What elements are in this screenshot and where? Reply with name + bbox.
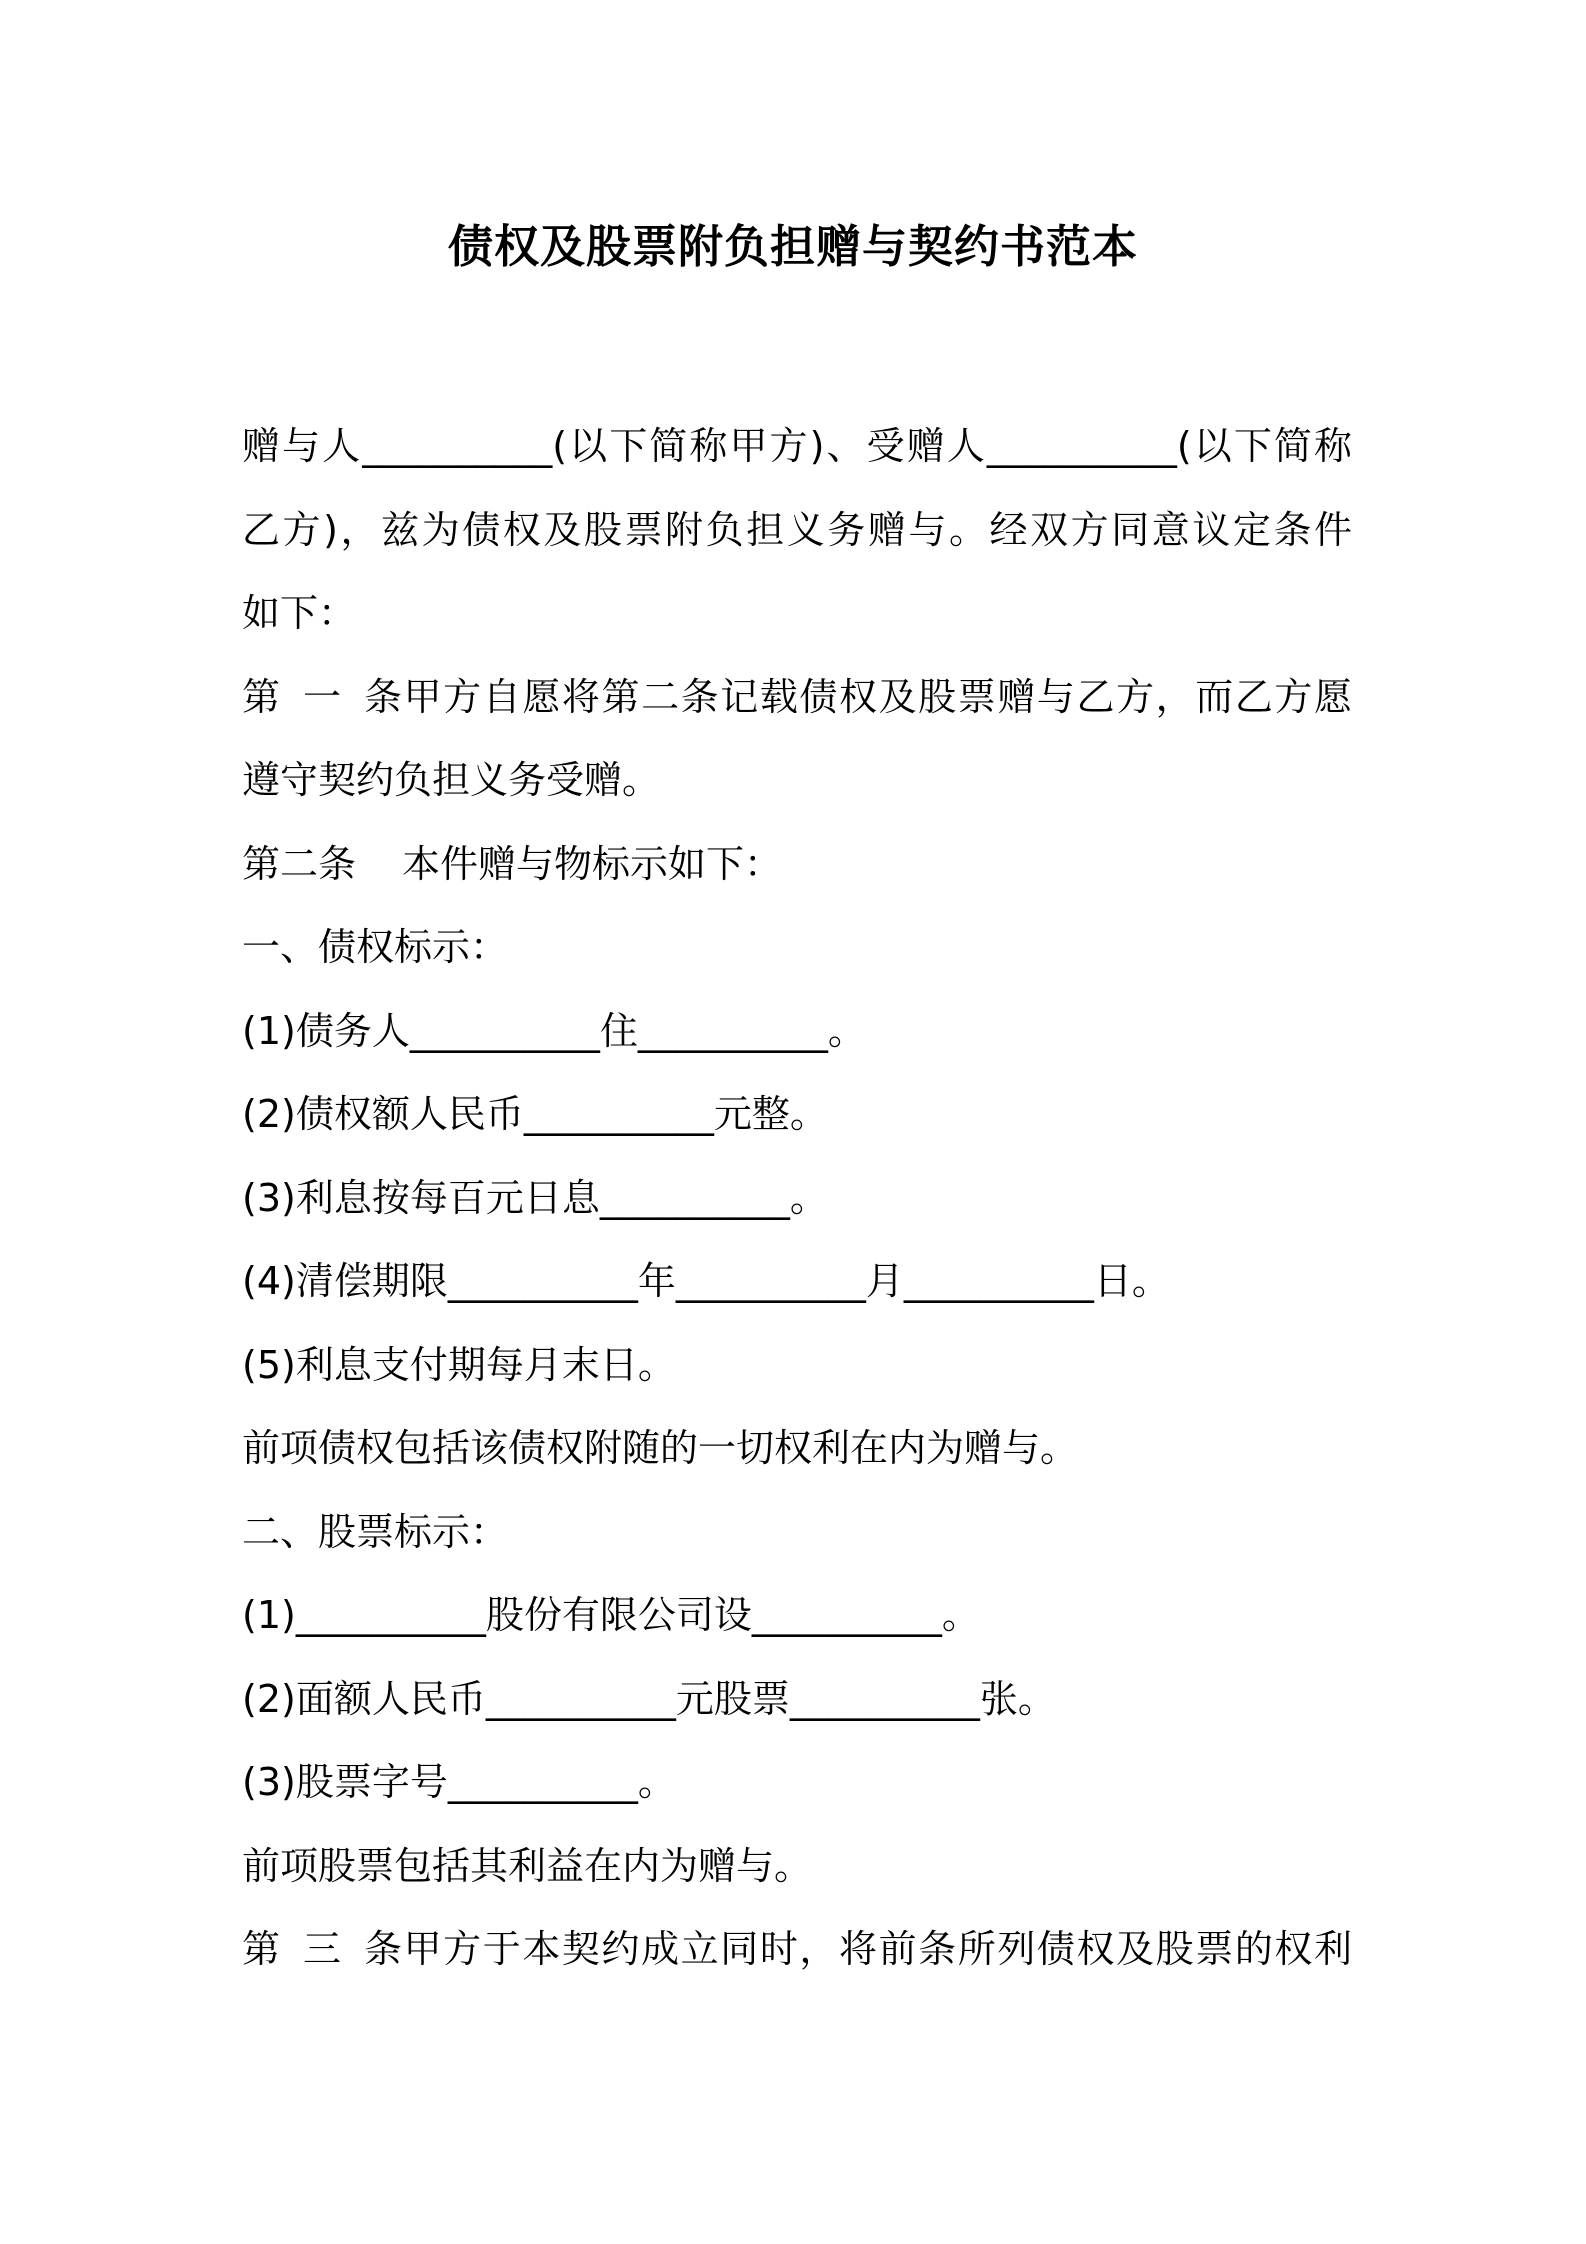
paragraph-line: 乙方)，兹为债权及股票附负担义务赠与。经双方同意议定条件 [242,507,1352,552]
article-label: 第三条 [242,1927,402,1971]
list-item: (5)利息支付期每月末日。 [242,1342,676,1387]
paragraph-line: 如下： [242,591,357,635]
article-text: 甲方于本契约成立同时，将前条所列债权及股票的权利 [402,1927,1352,1971]
section-heading: 一、债权标示： [242,925,509,969]
paragraph-line: 前项股票包括其利益在内为赠与。 [242,1843,813,1888]
list-item: (2)债权额人民币__________元整。 [242,1092,828,1136]
paragraph-line: 前项债权包括该债权附随的一切权利在内为赠与。 [242,1426,1079,1470]
document-body [242,405,1352,1992]
article-line [242,1908,1352,1992]
list-item: (1)债务人__________住__________。 [242,1008,866,1053]
paragraph-line: 赠与人__________(以下简称甲方)、受赠人__________(以下简称 [242,424,1352,468]
article-text: 本件赠与物标示如下： [402,841,783,886]
list-item: (3)利息按每百元日息__________。 [242,1175,828,1220]
document-title: 债权及股票附负担赠与契约书范本 [447,220,1138,273]
article-text: 甲方自愿将第二条记载债权及股票赠与乙方，而乙方愿 [402,674,1352,719]
article-line [242,656,1352,740]
list-item: (2)面额人民币__________元股票__________张。 [242,1676,1056,1721]
article-label: 第二条 [242,841,357,886]
list-item: (3)股票字号__________。 [242,1760,676,1804]
article-label: 第一条 [242,674,402,719]
list-item: (1)__________股份有限公司设__________。 [242,1593,980,1637]
article-line [242,823,1352,907]
section-heading: 二、股票标示： [242,1509,509,1554]
paragraph-line: 遵守契约负担义务受赠。 [242,758,661,802]
list-item: (4)清偿期限__________年__________月__________日。 [242,1259,1170,1303]
